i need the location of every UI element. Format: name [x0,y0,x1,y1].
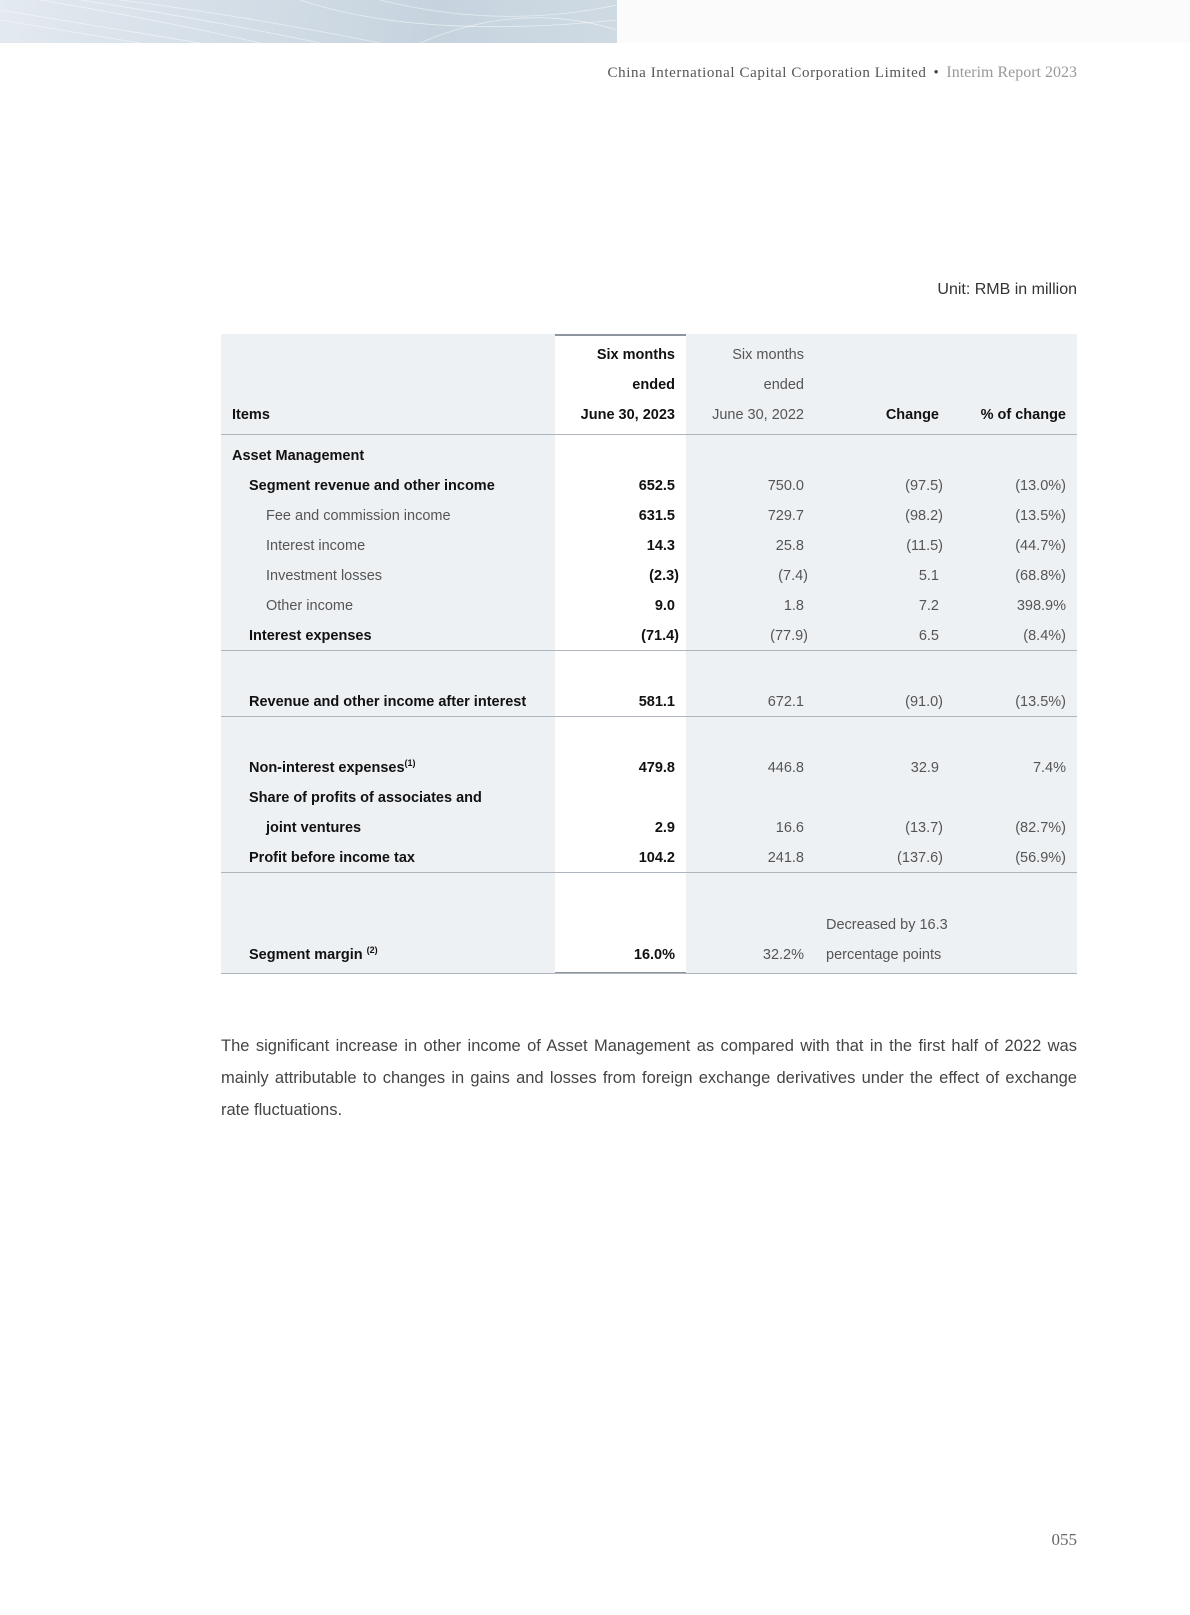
header-2022-line2: ended [763,377,804,393]
report-title: Interim Report 2023 [946,64,1077,81]
change-note: percentage points [826,947,942,963]
row-label-text: Segment margin [249,947,367,963]
value-2022: 672.1 [767,694,804,710]
table-row [221,591,1077,621]
row-label [249,940,378,970]
header-change: Change [885,407,939,423]
row-label [249,753,416,783]
header-row-1 [221,340,1077,370]
row-label-text: Interest income [266,538,366,554]
value-2022: 729.7 [767,508,804,524]
change-value: (137.6) [897,850,943,866]
row-label [266,531,365,561]
value-2023: 2.9 [654,820,675,836]
value-2022: 32.2% [762,947,804,963]
company-name: China International Capital Corporation Limited [607,65,927,81]
table-row [221,753,1077,783]
value-2023: (2.3) [649,568,679,584]
value-2023: 9.0 [654,598,675,614]
value-2023: 581.1 [638,694,675,710]
header-items: Items [232,407,270,423]
page-number: 055 [1051,1530,1077,1549]
table-row [221,471,1077,501]
pct-change-value: (82.7%) [1015,820,1066,836]
value-2022: 241.8 [767,850,804,866]
segment-table [221,334,1077,974]
row-label [249,783,482,813]
value-2023: 16.0% [633,947,675,963]
change-value: (11.5) [906,538,943,554]
pct-change-value: (13.0%) [1015,478,1066,494]
commentary-paragraph: The significant increase in other income of Asset Management as compared with that in the first half of 2022 was mainly attributable to changes in gains and losses from foreign exchange derivatives under the effect of exchange rate fluctuations. [221,1036,1077,1119]
current-period-column-highlight [555,334,686,974]
value-2023: 631.5 [638,508,675,524]
bullet-separator: • [933,65,940,81]
pct-change-value: 398.9% [1016,598,1066,614]
value-2022: 25.8 [775,538,804,554]
row-label [249,621,372,651]
row-label-text: Segment revenue and other income [249,478,495,494]
change-value: (97.5) [905,478,943,494]
row-label-text: Profit before income tax [249,850,415,866]
pct-change-value: (68.8%) [1015,568,1066,584]
row-label-text: joint ventures [266,820,362,836]
row-label-text: Share of profits of associates and [249,790,482,806]
row-label [249,687,526,717]
header-pct-change: % of change [980,407,1066,423]
table-row [221,501,1077,531]
row-label [249,471,495,501]
change-value: (91.0) [905,694,943,710]
value-2023: 104.2 [638,850,675,866]
value-2022: 16.6 [775,820,804,836]
value-2022: 1.8 [783,598,804,614]
running-header [608,64,1077,82]
row-label [266,813,361,843]
banner-pattern [0,0,617,43]
row-label-text: Fee and commission income [266,508,451,524]
table-row [221,621,1077,651]
row-label-text: Non-interest expenses [249,760,405,776]
change-value: 7.2 [918,598,939,614]
value-2022: 446.8 [767,760,804,776]
pct-change-value: 7.4% [1032,760,1066,776]
header-row-3 [221,400,1077,430]
pct-change-value: (44.7%) [1015,538,1066,554]
value-2022: (7.4) [778,568,808,584]
header-2022-line3: June 30, 2022 [712,407,804,423]
table-row [221,813,1077,843]
table-row [221,910,1077,940]
change-value: 32.9 [910,760,939,776]
unit-label: Unit: RMB in million [937,281,1077,298]
table-row [221,783,1077,813]
row-label [232,441,364,471]
table-row [221,843,1077,873]
header-row-2 [221,370,1077,400]
value-2022: (77.9) [770,628,808,644]
row-label [249,843,415,873]
pct-change-value: (56.9%) [1015,850,1066,866]
change-value: (13.7) [905,820,943,836]
value-2023: (71.4) [641,628,679,644]
table-row [221,531,1077,561]
pct-change-value: (13.5%) [1015,694,1066,710]
footnote-marker: (2) [366,945,378,956]
table-row [221,561,1077,591]
pct-change-value: (13.5%) [1015,508,1066,524]
header-divider [221,434,1077,435]
table-bottom-border [221,973,1077,974]
row-label-text: Asset Management [232,448,365,464]
row-label-text: Interest expenses [249,628,372,644]
row-label-text: Investment losses [266,568,383,584]
change-note: Decreased by 16.3 [826,917,948,933]
row-label-text: Other income [266,598,354,614]
pct-change-value: (8.4%) [1023,628,1066,644]
row-label [266,501,451,531]
header-2022-line1: Six months [732,347,804,363]
change-value: 6.5 [918,628,939,644]
value-2023: 652.5 [638,478,675,494]
value-2023: 479.8 [638,760,675,776]
table-row [221,441,1077,471]
row-label [266,561,382,591]
header-2023-line3: June 30, 2023 [580,407,675,423]
table-row [221,940,1077,970]
header-2023-line1: Six months [596,347,675,363]
row-label-text: Revenue and other income after interest [249,694,527,710]
table-row [221,687,1077,717]
footnote-marker: (1) [404,758,416,769]
change-value: (98.2) [905,508,943,524]
decorative-banner [0,0,617,43]
value-2022: 750.0 [767,478,804,494]
header-2023-line2: ended [632,377,675,393]
row-label [266,591,353,621]
value-2023: 14.3 [646,538,675,554]
change-value: 5.1 [918,568,939,584]
